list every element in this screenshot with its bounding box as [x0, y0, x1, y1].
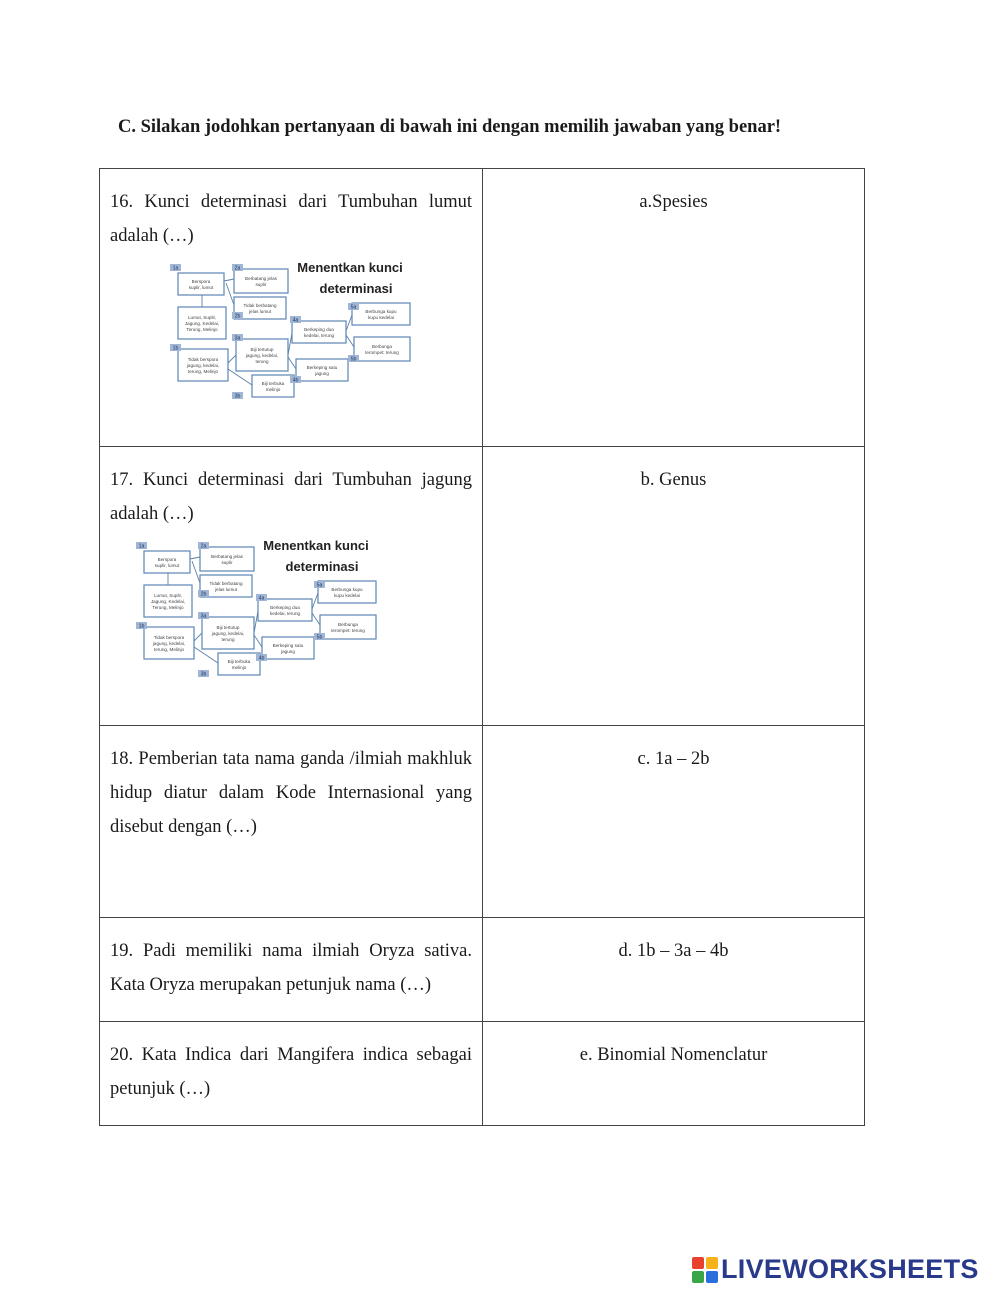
diagram-box-text: Tidak berspora [153, 634, 185, 640]
answer-cell [483, 447, 865, 726]
diagram-box [352, 303, 410, 325]
answer-cell [483, 918, 865, 1022]
diagram-box [318, 581, 376, 603]
diagram-box-text: suplir [255, 282, 267, 288]
diagram-tag-label: 1a [138, 543, 145, 550]
diagram-box-text: Berkeping satu [306, 364, 338, 370]
diagram-title: Menentkan kunci [263, 538, 369, 553]
diagram-box [258, 599, 312, 621]
diagram-arrow [228, 355, 236, 363]
diagram-arrow [312, 593, 318, 609]
diagram-box [252, 375, 294, 397]
diagram-box-text: Berbunga kupu [331, 586, 363, 592]
diagram-box-text: Biji terbuka [261, 380, 285, 386]
question-17: 17. Kunci determinasi dari Tumbuhan jagung adalah (…) [110, 470, 472, 524]
table-row [100, 918, 865, 1022]
diagram-box-text: jagung [281, 649, 295, 655]
diagram-box-text: kupu kedelai [334, 593, 360, 599]
diagram-box-text: terung [255, 359, 269, 365]
diagram-box [262, 637, 314, 659]
question-16: 16. Kunci determinasi dari Tumbuhan lumut adalah (…) [110, 192, 472, 246]
diagram-box [218, 653, 260, 675]
diagram-box-text: jagung [315, 371, 329, 377]
table-row [100, 726, 865, 918]
diagram-box-text: Tidak berbatang [243, 302, 277, 308]
diagram-box-text: jagung, kedelai, [152, 641, 186, 646]
diagram-box-text: suplir, lumut [154, 563, 180, 569]
diagram-box-text: melinjo [265, 387, 281, 393]
diagram-arrow [224, 279, 234, 281]
diagram-tag-label: 1b [138, 623, 145, 630]
diagram-box-text: Terung, Melinjo [152, 605, 184, 611]
diagram-box [320, 615, 376, 639]
diagram-box-text: terung [221, 637, 235, 643]
diagram-box-text: Tidak berbatang [209, 580, 243, 586]
answer-e: e. Binomial Nomenclatur [579, 1045, 768, 1065]
diagram-tag-label: 4a [258, 595, 265, 602]
diagram-title: determinasi [285, 559, 359, 574]
diagram-box-text: jelas lumut [215, 587, 237, 593]
diagram-arrow [226, 283, 234, 305]
diagram-arrow [346, 315, 352, 331]
diagram-box-text: Terung, Melinjo [186, 327, 218, 333]
diagram-box-text: Berkeping satu [272, 642, 304, 648]
diagram-box-text: Berbatang jelas [211, 553, 243, 559]
question-cell [100, 918, 483, 1022]
diagram-box-text: jagung, kedelai, [186, 363, 220, 368]
diagram-arrow [312, 613, 320, 625]
diagram-box [292, 321, 346, 343]
diagram-box-text: Lumut, Suplir, [187, 314, 217, 320]
diagram-box-text: terung, Melinjo [153, 647, 185, 653]
diagram-box-text: Biji terbuka [227, 658, 251, 664]
diagram-box-text: Berkeping dua [270, 604, 300, 610]
diagram-tag-label: 2b [234, 313, 241, 320]
diagram-box [200, 547, 254, 571]
question-cell [100, 447, 483, 726]
diagram-box-text: suplir, lumut [188, 285, 214, 291]
diagram-box-text: jagung, kedelai, [211, 631, 245, 636]
answer-cell [483, 1022, 865, 1126]
diagram-tag-label: 3b [234, 393, 241, 400]
answer-cell [483, 169, 865, 447]
question-cell [100, 1022, 483, 1126]
diagram-tag-label: 5a [350, 304, 357, 311]
diagram-arrow [254, 635, 262, 647]
diagram-box [354, 337, 410, 361]
liveworksheets-logo [692, 1254, 979, 1285]
diagram-tag-label: 4a [292, 317, 299, 324]
table-row [100, 1022, 865, 1126]
question-18: 18. Pemberian tata nama ganda /ilmiah makhluk hidup diatur dalam Kode Internasional yang disebut dengan (…) [110, 749, 472, 837]
diagram-box-text: jelas lumut [249, 309, 271, 315]
diagram-arrow [254, 611, 258, 633]
logo-text: LIVEWORKSHEETS [721, 1254, 979, 1284]
diagram-box-text: kedelai, terung [303, 333, 335, 339]
diagram-box-text: Jagung, Kedelai, [184, 321, 220, 326]
diagram-tag-label: 5a [316, 582, 323, 589]
question-cell [100, 169, 483, 447]
diagram-box [144, 551, 190, 573]
diagram-tag-label: 2a [200, 543, 207, 550]
diagram-box-text: Tidak berspora [187, 356, 219, 362]
diagram-box [296, 359, 348, 381]
diagram-tag-label: 3a [200, 613, 207, 620]
section-heading: C. Silakan jodohkan pertanyaan di bawah ini dengan memilih jawaban yang benar! [118, 117, 782, 137]
diagram-box-text: Jagung, Kedelai, [150, 599, 186, 604]
diagram-tag-label: 5b [316, 634, 323, 641]
diagram-tag-label: 4b [258, 655, 265, 662]
diagram-tag-label: 2a [234, 265, 241, 272]
question-cell [100, 726, 483, 918]
diagram-tag-label: 3a [234, 335, 241, 342]
diagram-arrow [194, 633, 202, 641]
diagram-box-text: Berspora [191, 278, 211, 284]
diagram-box-text: terompet: terung [331, 628, 365, 634]
diagram-box-text: Berbatang jelas [245, 275, 277, 281]
diagram-arrow [346, 335, 354, 347]
diagram-box [178, 273, 224, 295]
diagram-box-text: melinjo [231, 665, 247, 671]
diagram-tag-label: 5b [350, 356, 357, 363]
diagram-arrow [288, 357, 296, 369]
diagram-tag-label: 3b [200, 671, 207, 678]
diagram-box-text: kupu kedelai [368, 315, 394, 321]
matching-table [99, 168, 865, 1126]
diagram-tag-label: 1a [172, 265, 179, 272]
table-row [100, 447, 865, 726]
diagram-box-text: Berspora [157, 556, 177, 562]
answer-c: c. 1a – 2b [637, 749, 710, 769]
diagram-box-text: Biji tertutup [250, 346, 274, 352]
diagram-box-text: Berkeping dua [304, 326, 334, 332]
diagram-title: determinasi [319, 281, 393, 296]
diagram-box-text: suplir [221, 560, 233, 566]
answer-b: b. Genus [640, 470, 707, 490]
determination-key-diagram-moss [168, 259, 414, 407]
diagram-box-text: terompet: terung [365, 350, 399, 356]
diagram-box [234, 269, 288, 293]
answer-a: a.Spesies [639, 192, 708, 212]
diagram-tag-label: 2b [200, 591, 207, 598]
diagram-arrow [192, 561, 200, 583]
diagram-arrow [288, 333, 292, 355]
diagram-box-text: jagung, kedelai, [245, 353, 279, 358]
diagram-box-text: Berbunga [372, 343, 392, 349]
diagram-box-text: Berbunga kupu [365, 308, 397, 314]
diagram-tag-label: 4b [292, 377, 299, 384]
diagram-box-text: Lumut, Suplir, [153, 592, 183, 598]
question-19: 19. Padi memiliki nama ilmiah Oryza sativa. Kata Oryza merupakan petunjuk nama (…) [110, 941, 472, 995]
determination-key-diagram-corn [134, 537, 380, 685]
answer-d: d. 1b – 3a – 4b [618, 941, 729, 961]
diagram-box-text: Berbunga [338, 621, 358, 627]
diagram-title: Menentkan kunci [297, 260, 403, 275]
question-20: 20. Kata Indica dari Mangifera indica sebagai petunjuk (…) [110, 1045, 472, 1099]
diagram-box-text: Biji tertutup [216, 624, 240, 630]
diagram-tag-label: 1b [172, 345, 179, 352]
table-row [100, 169, 865, 447]
logo-tiles-icon [692, 1257, 718, 1283]
diagram-arrow [190, 557, 200, 559]
diagram-box-text: kedelai, terung [269, 611, 301, 617]
answer-cell [483, 726, 865, 918]
diagram-box-text: terung, Melinjo [187, 369, 219, 375]
